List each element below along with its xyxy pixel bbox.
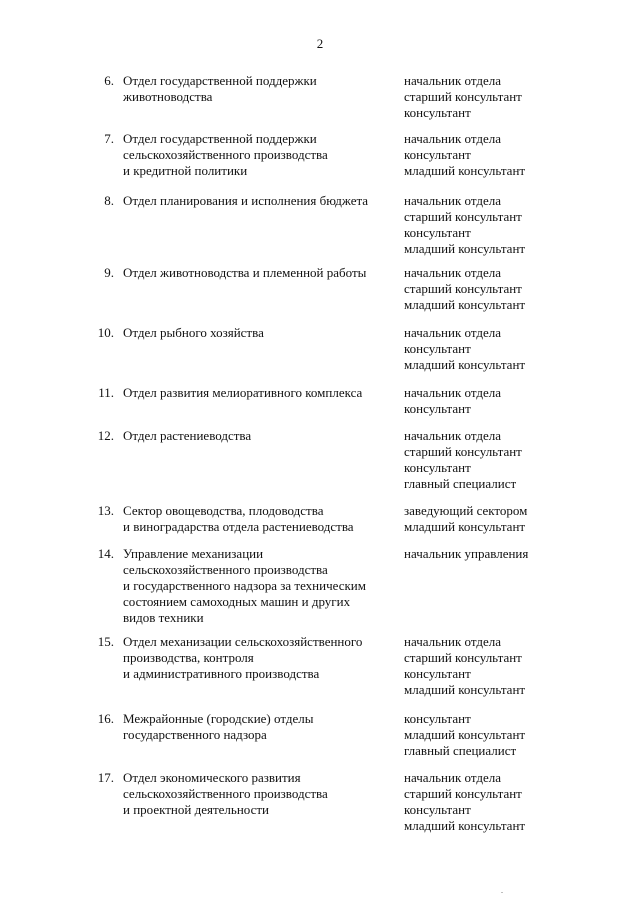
department-name — [123, 325, 395, 341]
position-title: начальник отдела — [404, 131, 502, 146]
row-number: 10. — [97, 325, 114, 340]
position-title: консультант — [404, 802, 471, 817]
scan-speck: . — [501, 886, 503, 895]
row-number: 16. — [97, 711, 114, 726]
row-number: 17. — [97, 770, 114, 785]
position-title: младший консультант — [404, 357, 526, 372]
position-title: младший консультант — [404, 297, 526, 312]
position-title: младший консультант — [404, 519, 526, 534]
department-name-line: и административного производства — [123, 666, 320, 681]
department-name — [123, 711, 395, 743]
department-name-line: Отдел государственной поддержки — [123, 131, 317, 146]
row-number: 12. — [97, 428, 114, 443]
position-title: старший консультант — [404, 209, 522, 224]
department-name — [123, 770, 395, 818]
department-name-line: Отдел развития мелиоративного комплекса — [123, 385, 363, 400]
position-list — [404, 265, 604, 313]
page-number: 2 — [316, 36, 324, 51]
position-list — [404, 428, 604, 492]
department-name — [123, 73, 395, 105]
position-title: консультант — [404, 147, 471, 162]
position-title: начальник отдела — [404, 770, 502, 785]
position-list — [404, 325, 604, 373]
position-title: младший консультант — [404, 163, 526, 178]
department-name-line: Отдел экономического развития — [123, 770, 301, 785]
department-name-line: производства, контроля — [123, 650, 254, 665]
position-title: консультант — [404, 401, 471, 416]
department-name — [123, 385, 395, 401]
position-title: начальник управления — [404, 546, 529, 561]
position-title: консультант — [404, 225, 471, 240]
position-title: старший консультант — [404, 89, 522, 104]
position-title: начальник отдела — [404, 385, 502, 400]
department-name-line: Отдел растениеводства — [123, 428, 252, 443]
department-name-line: Сектор овощеводства, плодоводства — [123, 503, 324, 518]
department-name-line: состоянием самоходных машин и других — [123, 594, 351, 609]
position-list — [404, 193, 604, 257]
position-list — [404, 131, 604, 179]
row-number: 7. — [104, 131, 114, 146]
department-name-line: Отдел механизации сельскохозяйственного — [123, 634, 363, 649]
department-name-line: Межрайонные (городские) отделы — [123, 711, 314, 726]
position-list — [404, 503, 604, 535]
department-name-line: и кредитной политики — [123, 163, 248, 178]
department-name-line: сельскохозяйственного производства — [123, 786, 328, 801]
row-number: 8. — [104, 193, 114, 208]
position-list — [404, 711, 604, 759]
position-title: младший консультант — [404, 682, 526, 697]
row-number: 13. — [97, 503, 114, 518]
department-name — [123, 634, 395, 682]
department-name-line: и виноградарства отдела растениеводства — [123, 519, 354, 534]
row-number: 15. — [97, 634, 114, 649]
position-list — [404, 770, 604, 834]
department-name — [123, 546, 395, 626]
department-name-line: Отдел планирования и исполнения бюджета — [123, 193, 369, 208]
position-title: начальник отдела — [404, 73, 502, 88]
position-title: младший консультант — [404, 241, 526, 256]
department-name-line: Отдел животноводства и племенной работы — [123, 265, 367, 280]
position-title: младший консультант — [404, 818, 526, 833]
department-name-line: сельскохозяйственного производства — [123, 562, 328, 577]
position-list — [404, 546, 604, 562]
position-list — [404, 73, 604, 121]
position-title: начальник отдела — [404, 265, 502, 280]
row-number: 6. — [104, 73, 114, 88]
position-title: консультант — [404, 341, 471, 356]
row-number: 9. — [104, 265, 114, 280]
position-list — [404, 385, 604, 417]
department-name-line: и государственного надзора за техническим — [123, 578, 366, 593]
position-title: консультант — [404, 105, 471, 120]
position-title: консультант — [404, 460, 471, 475]
position-title: старший консультант — [404, 650, 522, 665]
position-title: начальник отдела — [404, 634, 502, 649]
position-title: старший консультант — [404, 281, 522, 296]
position-title: старший консультант — [404, 786, 522, 801]
position-title: начальник отдела — [404, 193, 502, 208]
position-title: старший консультант — [404, 444, 522, 459]
department-name — [123, 503, 395, 535]
department-name-line: животноводства — [123, 89, 213, 104]
position-title: главный специалист — [404, 476, 517, 491]
position-title: главный специалист — [404, 743, 517, 758]
position-title: начальник отдела — [404, 428, 502, 443]
department-name-line: Отдел рыбного хозяйства — [123, 325, 264, 340]
row-number: 14. — [97, 546, 114, 561]
department-name-line: сельскохозяйственного производства — [123, 147, 328, 162]
department-name-line: Управление механизации — [123, 546, 264, 561]
department-name — [123, 131, 395, 179]
position-title: консультант — [404, 666, 471, 681]
position-list — [404, 634, 604, 698]
department-name-line: Отдел государственной поддержки — [123, 73, 317, 88]
department-name-line: видов техники — [123, 610, 204, 625]
department-name-line: государственного надзора — [123, 727, 267, 742]
position-title: начальник отдела — [404, 325, 502, 340]
row-number: 11. — [98, 385, 114, 400]
position-title: заведующий сектором — [404, 503, 528, 518]
department-name-line: и проектной деятельности — [123, 802, 270, 817]
department-name — [123, 265, 395, 281]
position-title: консультант — [404, 711, 471, 726]
department-name — [123, 193, 395, 209]
department-name — [123, 428, 395, 444]
position-title: младший консультант — [404, 727, 526, 742]
